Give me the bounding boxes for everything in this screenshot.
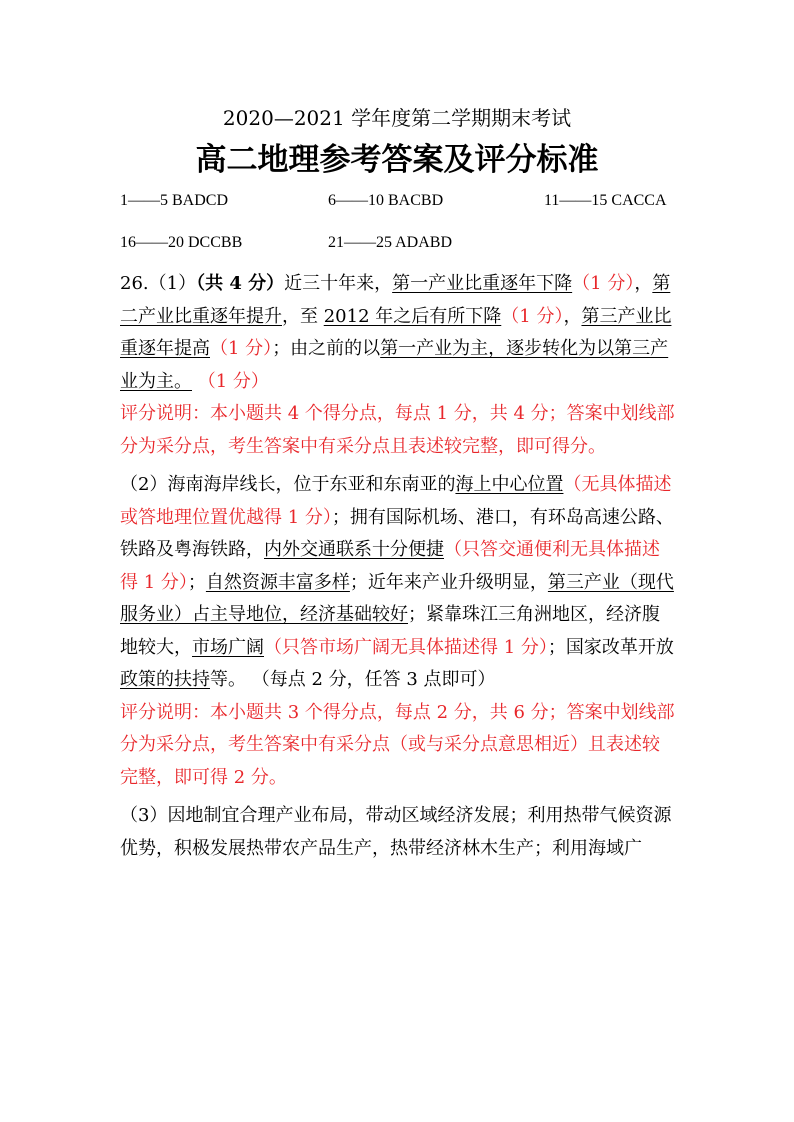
answer-range-1-5: 1——5 BADCD [120,192,229,209]
answer-range-6-10: 6——10 BACBD [328,192,444,209]
scoring-point: 第三产业比重逐年提高 [120,305,672,359]
answer-range-16-20: 16——20 DCCBB [120,234,243,251]
q26-part1: 26.（1）（共 4 分）近三十年来，第一产业比重逐年下降（1 分），第二产业比重逐年提升，至 2012 年之后有所下降（1 分），第三产业比重逐年提高（1 分）；由之前的以第一产业为主，逐步转化为以第三产业为主。 （1 分） [120,273,672,392]
scoring-point: 第一产业为主，逐步转化为以第三产业为主。 [120,338,669,392]
scoring-point: 第一产业比重逐年下降 [392,273,573,294]
scoring-point: 2012 年之后有所下降 [323,305,502,327]
q26-part1-scoring-note: 评分说明：本小题共 4 个得分点，每点 1 分，共 4 分；答案中划线部分为采分点，考生答案中有采分点且表述较完整，即可得分。 [120,403,675,457]
answer-range-21-25: 21——25 ADABD [328,234,453,251]
document-title: 高二地理参考答案及评分标准 [195,142,599,178]
exam-subtitle: 2020—2021 学年度第二学期期末考试 [222,106,572,130]
question-26-answers [120,268,676,865]
scoring-point: 内外交通联系十分便捷 [264,539,444,560]
q26-part2-scoring-note: 评分说明：本小题共 3 个得分点，每点 2 分，共 6 分；答案中划线部分为采分点，考生答案中有采分点（或与采分点意思相近）且表述较完整，即可得 2 分。 [120,701,675,788]
scoring-point: 自然资源丰富多样 [205,571,350,593]
scoring-point: 第三产业（现代服务业）占主导地位，经济基础较好 [120,571,674,625]
q26-part3: （3）因地制宜合理产业布局，带动区域经济发展；利用热带气候资源优势，积极发展热带农产品生产，热带经济林木生产；利用海域广 [120,805,672,859]
answer-range-11-15: 11——15 CACCA [544,192,667,209]
scoring-point: 海上中心位置 [455,474,564,495]
scoring-point: 政策的扶持 [120,669,210,690]
q26-part2: （2）海南海岸线长，位于东亚和东南亚的海上中心位置（无具体描述或答地理位置优越得 1 分）；拥有国际机场、港口，有环岛高速公路、铁路及粤海铁路，内外交通联系十分便捷（只答交通便利无具体描述得 1 分）；自然资源丰富多样；近年来产业升级明显，第三产业（现代服务业）占主导地位，经济基础较好；紧靠珠江三角洲地区，经济腹地较大，市场广阔（只答市场广阔无具体描述得 1 分）；国家改革开放政策的扶持等。 （每点 2 分，任答 3 点即可） [120,474,674,690]
scoring-point: 市场广阔 [192,636,264,658]
scoring-point: 第二产业比重逐年提升 [120,273,671,327]
